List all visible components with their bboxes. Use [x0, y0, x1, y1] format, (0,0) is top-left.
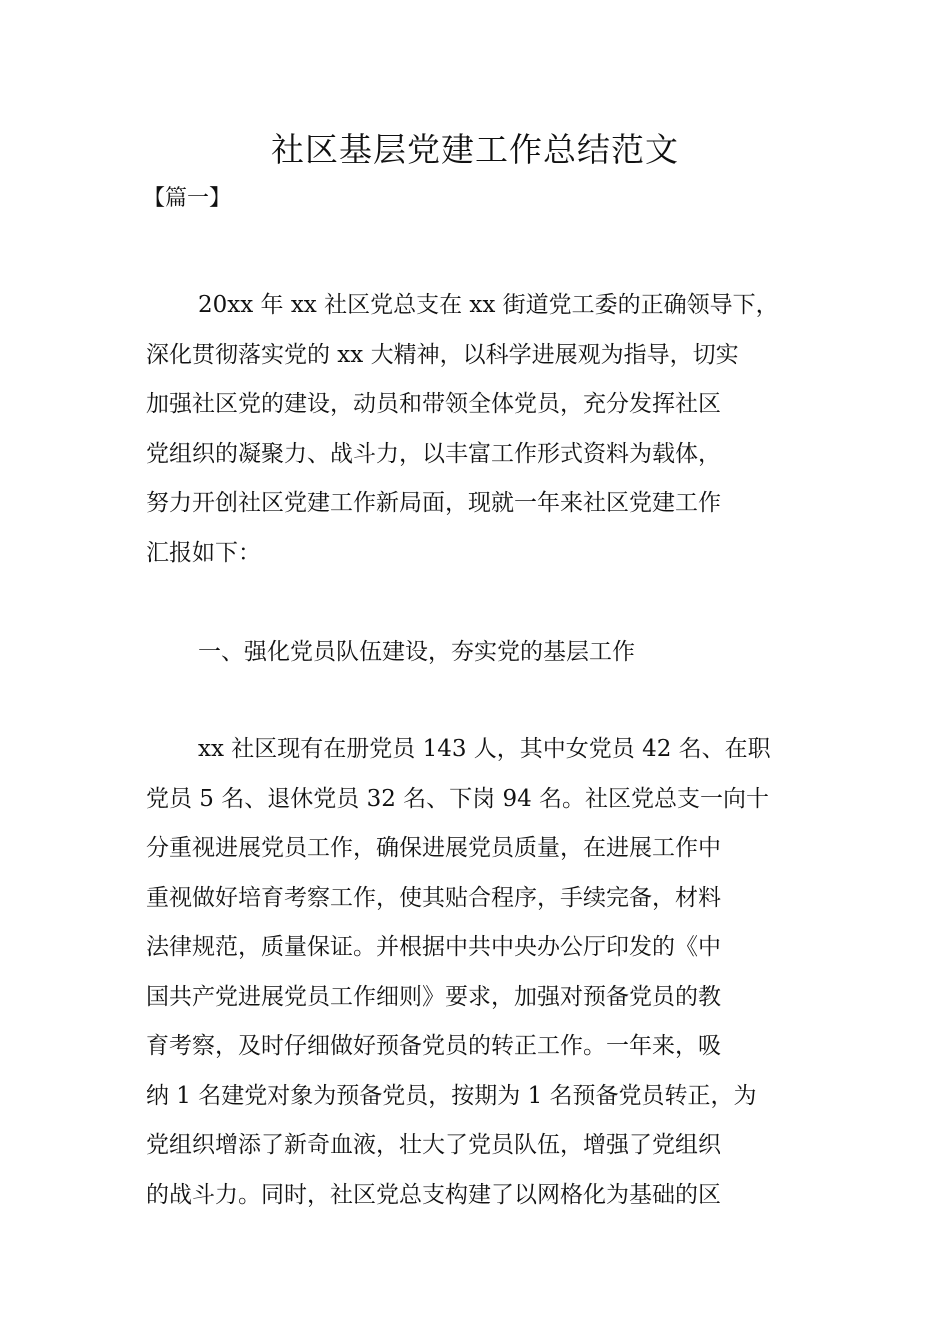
paragraph-line: 20xx 年 xx 社区党总支在 xx 街道党工委的正确领导下， — [198, 292, 779, 318]
section-heading — [146, 628, 811, 678]
paragraph-line: 国共产党进展党员工作细则》要求，加强对预备党员的教 — [146, 983, 721, 1010]
paragraph-line: 努力开创社区党建工作新局面，现就一年来社区党建工作 — [146, 490, 721, 516]
section-tag: 【篇一】 — [143, 186, 232, 211]
paragraph-1 — [146, 281, 811, 578]
section-heading-text: 一、强化党员队伍建设，夯实党的基层工作 — [198, 639, 635, 665]
paragraph-line: 党组织增添了新奇血液，壮大了党员队伍，增强了党组织 — [146, 1132, 721, 1158]
paragraph-line: 深化贯彻落实党的 xx 大精神，以科学进展观为指导，切实 — [146, 341, 739, 368]
paragraph-2 — [146, 725, 811, 1220]
paragraph-line: 党组织的凝聚力、战斗力，以丰富工作形式资料为载体， — [146, 440, 721, 467]
paragraph-line: 重视做好培育考察工作，使其贴合程序，手续完备，材料 — [146, 884, 721, 911]
paragraph-line: 育考察，及时仔细做好预备党员的转正工作。一年来，吸 — [146, 1033, 721, 1059]
paragraph-line: 分重视进展党员工作，确保进展党员质量，在进展工作中 — [146, 835, 721, 861]
paragraph-line: 法律规范，质量保证。并根据中共中央办公厅印发的《中 — [146, 934, 721, 960]
paragraph-line: 的战斗力。同时，社区党总支构建了以网格化为基础的区 — [146, 1181, 721, 1208]
paragraph-line: 汇报如下： — [146, 539, 261, 566]
paragraph-line: 加强社区党的建设，动员和带领全体党员，充分发挥社区 — [146, 391, 721, 417]
paragraph-line: 纳 1 名建党对象为预备党员，按期为 1 名预备党员转正，为 — [146, 1082, 757, 1109]
paragraph-line: xx 社区现有在册党员 143 人，其中女党员 42 名、在职 — [198, 736, 771, 762]
paragraph-line: 党员 5 名、退休党员 32 名、下岗 94 名。社区党总支一向十 — [146, 785, 770, 812]
document-title: 社区基层党建工作总结范文 — [271, 130, 679, 169]
